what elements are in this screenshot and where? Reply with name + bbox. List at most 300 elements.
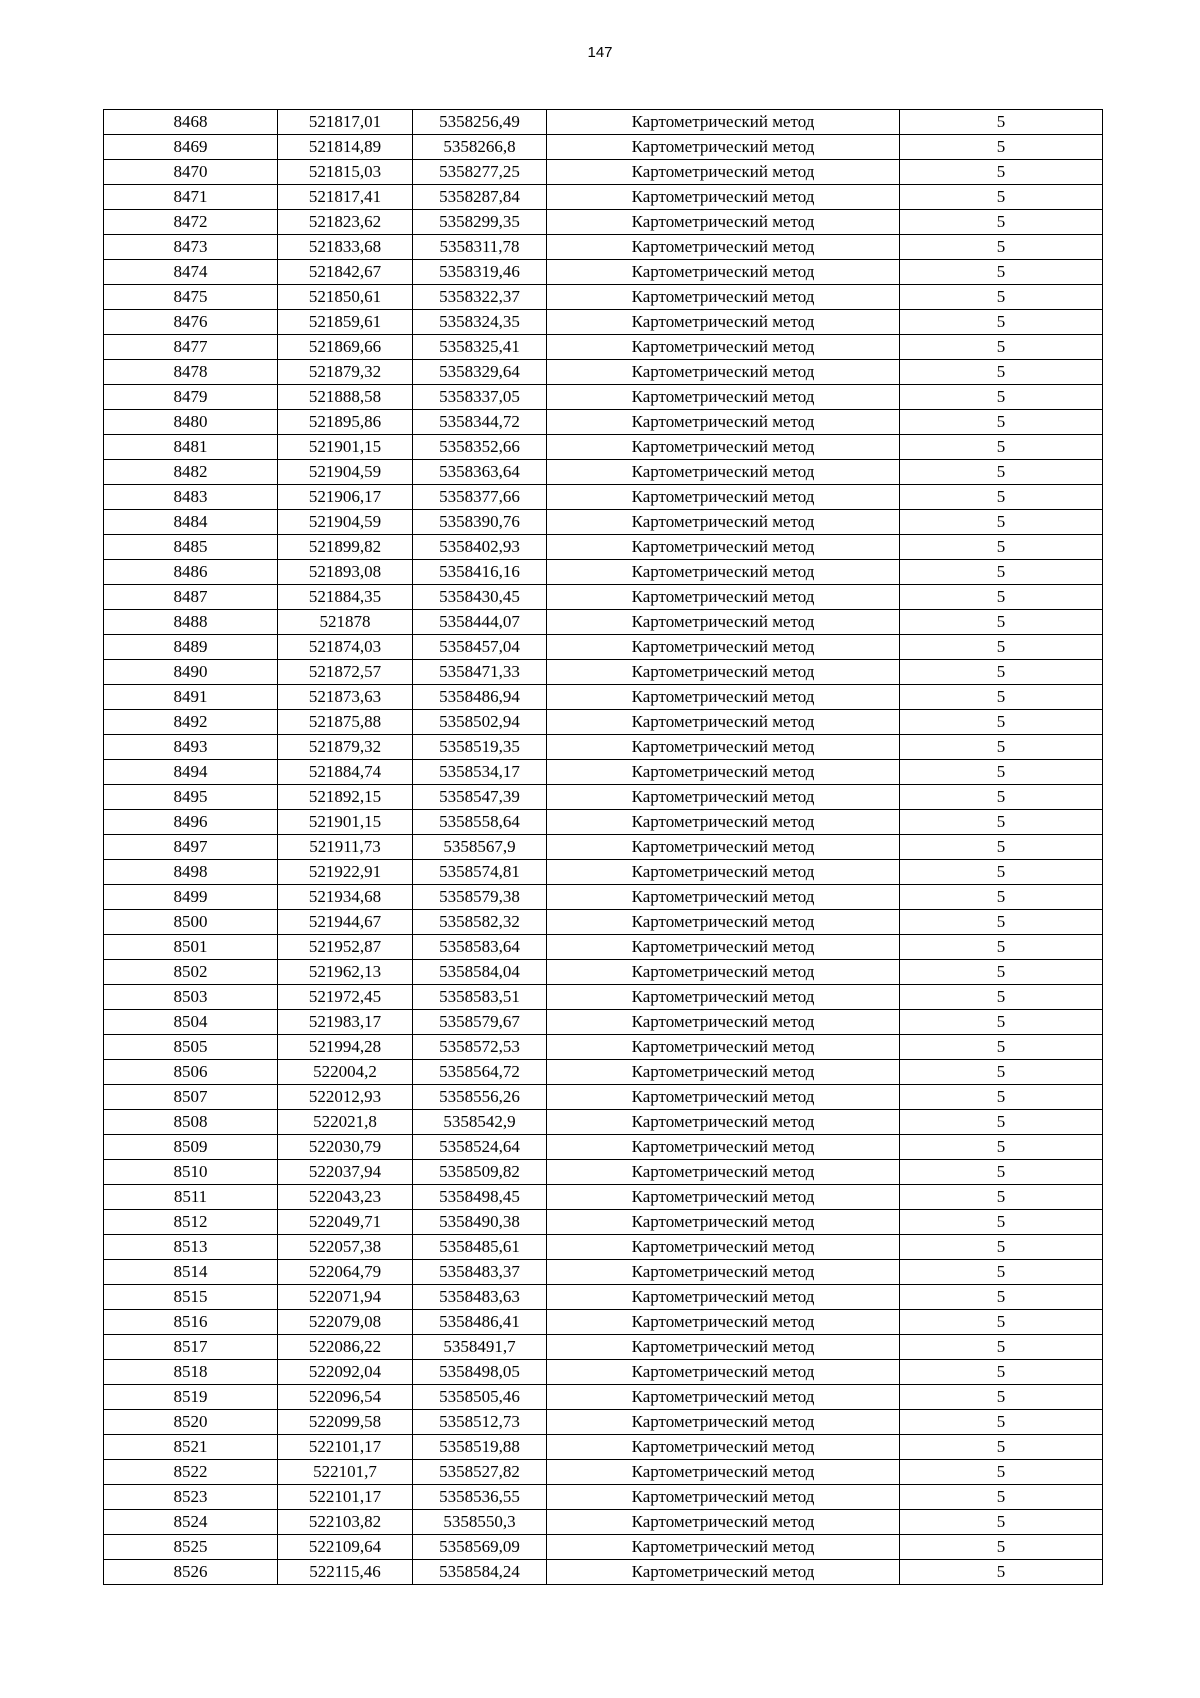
point-number-cell: 8481 <box>104 435 278 460</box>
x-coordinate-cell: 521817,01 <box>278 110 413 135</box>
point-number-cell: 8523 <box>104 1485 278 1510</box>
accuracy-cell: 5 <box>900 1535 1103 1560</box>
y-coordinate-cell: 5358444,07 <box>413 610 547 635</box>
x-coordinate-cell: 521884,74 <box>278 760 413 785</box>
table-row <box>104 1410 1103 1435</box>
point-number-cell: 8511 <box>104 1185 278 1210</box>
method-cell: Картометрический метод <box>547 1135 900 1160</box>
point-number-cell: 8518 <box>104 1360 278 1385</box>
method-cell: Картометрический метод <box>547 1260 900 1285</box>
x-coordinate-cell: 522049,71 <box>278 1210 413 1235</box>
x-coordinate-cell: 521952,87 <box>278 935 413 960</box>
point-number-cell: 8477 <box>104 335 278 360</box>
x-coordinate-cell: 521842,67 <box>278 260 413 285</box>
method-cell: Картометрический метод <box>547 635 900 660</box>
point-number-cell: 8492 <box>104 710 278 735</box>
table-row <box>104 535 1103 560</box>
accuracy-cell: 5 <box>900 785 1103 810</box>
accuracy-cell: 5 <box>900 1310 1103 1335</box>
y-coordinate-cell: 5358457,04 <box>413 635 547 660</box>
x-coordinate-cell: 522071,94 <box>278 1285 413 1310</box>
method-cell: Картометрический метод <box>547 835 900 860</box>
accuracy-cell: 5 <box>900 235 1103 260</box>
x-coordinate-cell: 521879,32 <box>278 735 413 760</box>
table-row <box>104 610 1103 635</box>
x-coordinate-cell: 521906,17 <box>278 485 413 510</box>
table-row <box>104 960 1103 985</box>
x-coordinate-cell: 521922,91 <box>278 860 413 885</box>
accuracy-cell: 5 <box>900 1510 1103 1535</box>
table-row <box>104 510 1103 535</box>
method-cell: Картометрический метод <box>547 585 900 610</box>
accuracy-cell: 5 <box>900 760 1103 785</box>
x-coordinate-cell: 522043,23 <box>278 1185 413 1210</box>
method-cell: Картометрический метод <box>547 435 900 460</box>
x-coordinate-cell: 521944,67 <box>278 910 413 935</box>
y-coordinate-cell: 5358325,41 <box>413 335 547 360</box>
x-coordinate-cell: 522079,08 <box>278 1310 413 1335</box>
accuracy-cell: 5 <box>900 910 1103 935</box>
table-row <box>104 360 1103 385</box>
method-cell: Картометрический метод <box>547 1510 900 1535</box>
accuracy-cell: 5 <box>900 985 1103 1010</box>
method-cell: Картометрический метод <box>547 260 900 285</box>
y-coordinate-cell: 5358352,66 <box>413 435 547 460</box>
x-coordinate-cell: 521911,73 <box>278 835 413 860</box>
y-coordinate-cell: 5358579,67 <box>413 1010 547 1035</box>
accuracy-cell: 5 <box>900 110 1103 135</box>
table-row <box>104 1085 1103 1110</box>
x-coordinate-cell: 521884,35 <box>278 585 413 610</box>
table-row <box>104 560 1103 585</box>
method-cell: Картометрический метод <box>547 710 900 735</box>
y-coordinate-cell: 5358277,25 <box>413 160 547 185</box>
x-coordinate-cell: 521904,59 <box>278 460 413 485</box>
method-cell: Картометрический метод <box>547 760 900 785</box>
y-coordinate-cell: 5358567,9 <box>413 835 547 860</box>
accuracy-cell: 5 <box>900 385 1103 410</box>
x-coordinate-cell: 521815,03 <box>278 160 413 185</box>
y-coordinate-cell: 5358416,16 <box>413 560 547 585</box>
point-number-cell: 8520 <box>104 1410 278 1435</box>
method-cell: Картометрический метод <box>547 485 900 510</box>
accuracy-cell: 5 <box>900 585 1103 610</box>
x-coordinate-cell: 521869,66 <box>278 335 413 360</box>
table-row <box>104 835 1103 860</box>
method-cell: Картометрический метод <box>547 1060 900 1085</box>
accuracy-cell: 5 <box>900 260 1103 285</box>
method-cell: Картометрический метод <box>547 1385 900 1410</box>
point-number-cell: 8499 <box>104 885 278 910</box>
accuracy-cell: 5 <box>900 1435 1103 1460</box>
accuracy-cell: 5 <box>900 1335 1103 1360</box>
table-row <box>104 385 1103 410</box>
table-row <box>104 260 1103 285</box>
x-coordinate-cell: 521823,62 <box>278 210 413 235</box>
point-number-cell: 8493 <box>104 735 278 760</box>
accuracy-cell: 5 <box>900 660 1103 685</box>
table-row <box>104 160 1103 185</box>
accuracy-cell: 5 <box>900 160 1103 185</box>
y-coordinate-cell: 5358486,94 <box>413 685 547 710</box>
x-coordinate-cell: 521972,45 <box>278 985 413 1010</box>
point-number-cell: 8526 <box>104 1560 278 1585</box>
table-row <box>104 1110 1103 1135</box>
table-row <box>104 1460 1103 1485</box>
method-cell: Картометрический метод <box>547 785 900 810</box>
accuracy-cell: 5 <box>900 335 1103 360</box>
accuracy-cell: 5 <box>900 285 1103 310</box>
point-number-cell: 8510 <box>104 1160 278 1185</box>
table-row <box>104 185 1103 210</box>
y-coordinate-cell: 5358574,81 <box>413 860 547 885</box>
table-row <box>104 310 1103 335</box>
y-coordinate-cell: 5358502,94 <box>413 710 547 735</box>
point-number-cell: 8515 <box>104 1285 278 1310</box>
point-number-cell: 8514 <box>104 1260 278 1285</box>
accuracy-cell: 5 <box>900 1110 1103 1135</box>
accuracy-cell: 5 <box>900 1560 1103 1585</box>
point-number-cell: 8525 <box>104 1535 278 1560</box>
accuracy-cell: 5 <box>900 935 1103 960</box>
method-cell: Картометрический метод <box>547 110 900 135</box>
y-coordinate-cell: 5358536,55 <box>413 1485 547 1510</box>
y-coordinate-cell: 5358324,35 <box>413 310 547 335</box>
accuracy-cell: 5 <box>900 135 1103 160</box>
x-coordinate-cell: 521879,32 <box>278 360 413 385</box>
page-number: 147 <box>587 44 613 61</box>
point-number-cell: 8517 <box>104 1335 278 1360</box>
y-coordinate-cell: 5358519,35 <box>413 735 547 760</box>
x-coordinate-cell: 522057,38 <box>278 1235 413 1260</box>
accuracy-cell: 5 <box>900 835 1103 860</box>
x-coordinate-cell: 521895,86 <box>278 410 413 435</box>
accuracy-cell: 5 <box>900 735 1103 760</box>
x-coordinate-cell: 521817,41 <box>278 185 413 210</box>
y-coordinate-cell: 5358564,72 <box>413 1060 547 1085</box>
point-number-cell: 8478 <box>104 360 278 385</box>
point-number-cell: 8505 <box>104 1035 278 1060</box>
table-row <box>104 410 1103 435</box>
method-cell: Картометрический метод <box>547 985 900 1010</box>
table-row <box>104 1535 1103 1560</box>
method-cell: Картометрический метод <box>547 660 900 685</box>
method-cell: Картометрический метод <box>547 210 900 235</box>
accuracy-cell: 5 <box>900 885 1103 910</box>
x-coordinate-cell: 522012,93 <box>278 1085 413 1110</box>
point-number-cell: 8501 <box>104 935 278 960</box>
y-coordinate-cell: 5358542,9 <box>413 1110 547 1135</box>
table-row <box>104 210 1103 235</box>
accuracy-cell: 5 <box>900 1085 1103 1110</box>
accuracy-cell: 5 <box>900 1485 1103 1510</box>
table-row <box>104 735 1103 760</box>
table-row <box>104 460 1103 485</box>
accuracy-cell: 5 <box>900 560 1103 585</box>
accuracy-cell: 5 <box>900 810 1103 835</box>
point-number-cell: 8468 <box>104 110 278 135</box>
table-row <box>104 660 1103 685</box>
accuracy-cell: 5 <box>900 1460 1103 1485</box>
x-coordinate-cell: 522099,58 <box>278 1410 413 1435</box>
method-cell: Картометрический метод <box>547 385 900 410</box>
y-coordinate-cell: 5358583,64 <box>413 935 547 960</box>
y-coordinate-cell: 5358486,41 <box>413 1310 547 1335</box>
table-row <box>104 485 1103 510</box>
x-coordinate-cell: 521893,08 <box>278 560 413 585</box>
table-row <box>104 1335 1103 1360</box>
point-number-cell: 8508 <box>104 1110 278 1135</box>
method-cell: Картометрический метод <box>547 1010 900 1035</box>
accuracy-cell: 5 <box>900 1160 1103 1185</box>
y-coordinate-cell: 5358584,04 <box>413 960 547 985</box>
table-row <box>104 635 1103 660</box>
y-coordinate-cell: 5358524,64 <box>413 1135 547 1160</box>
y-coordinate-cell: 5358512,73 <box>413 1410 547 1435</box>
point-number-cell: 8500 <box>104 910 278 935</box>
method-cell: Картометрический метод <box>547 935 900 960</box>
method-cell: Картометрический метод <box>547 860 900 885</box>
table-row <box>104 585 1103 610</box>
table-row <box>104 1035 1103 1060</box>
method-cell: Картометрический метод <box>547 1335 900 1360</box>
y-coordinate-cell: 5358583,51 <box>413 985 547 1010</box>
x-coordinate-cell: 521833,68 <box>278 235 413 260</box>
x-coordinate-cell: 522103,82 <box>278 1510 413 1535</box>
method-cell: Картометрический метод <box>547 960 900 985</box>
method-cell: Картометрический метод <box>547 810 900 835</box>
method-cell: Картометрический метод <box>547 285 900 310</box>
y-coordinate-cell: 5358390,76 <box>413 510 547 535</box>
point-number-cell: 8471 <box>104 185 278 210</box>
x-coordinate-cell: 522101,17 <box>278 1485 413 1510</box>
y-coordinate-cell: 5358491,7 <box>413 1335 547 1360</box>
accuracy-cell: 5 <box>900 635 1103 660</box>
accuracy-cell: 5 <box>900 710 1103 735</box>
x-coordinate-cell: 521874,03 <box>278 635 413 660</box>
point-number-cell: 8487 <box>104 585 278 610</box>
x-coordinate-cell: 521962,13 <box>278 960 413 985</box>
y-coordinate-cell: 5358299,35 <box>413 210 547 235</box>
y-coordinate-cell: 5358556,26 <box>413 1085 547 1110</box>
point-number-cell: 8472 <box>104 210 278 235</box>
y-coordinate-cell: 5358572,53 <box>413 1035 547 1060</box>
x-coordinate-cell: 521850,61 <box>278 285 413 310</box>
x-coordinate-cell: 521859,61 <box>278 310 413 335</box>
method-cell: Картометрический метод <box>547 1410 900 1435</box>
coordinates-table <box>103 109 1103 1585</box>
point-number-cell: 8489 <box>104 635 278 660</box>
method-cell: Картометрический метод <box>547 735 900 760</box>
accuracy-cell: 5 <box>900 535 1103 560</box>
table-row <box>104 760 1103 785</box>
y-coordinate-cell: 5358519,88 <box>413 1435 547 1460</box>
point-number-cell: 8507 <box>104 1085 278 1110</box>
table-row <box>104 110 1103 135</box>
point-number-cell: 8473 <box>104 235 278 260</box>
point-number-cell: 8480 <box>104 410 278 435</box>
method-cell: Картометрический метод <box>547 610 900 635</box>
accuracy-cell: 5 <box>900 1035 1103 1060</box>
y-coordinate-cell: 5358558,64 <box>413 810 547 835</box>
point-number-cell: 8495 <box>104 785 278 810</box>
accuracy-cell: 5 <box>900 610 1103 635</box>
point-number-cell: 8474 <box>104 260 278 285</box>
accuracy-cell: 5 <box>900 1210 1103 1235</box>
y-coordinate-cell: 5358547,39 <box>413 785 547 810</box>
table-row <box>104 1260 1103 1285</box>
method-cell: Картометрический метод <box>547 1185 900 1210</box>
method-cell: Картометрический метод <box>547 885 900 910</box>
table-row <box>104 685 1103 710</box>
accuracy-cell: 5 <box>900 1260 1103 1285</box>
accuracy-cell: 5 <box>900 960 1103 985</box>
table-row <box>104 1510 1103 1535</box>
y-coordinate-cell: 5358471,33 <box>413 660 547 685</box>
point-number-cell: 8516 <box>104 1310 278 1335</box>
accuracy-cell: 5 <box>900 360 1103 385</box>
table-row <box>104 985 1103 1010</box>
accuracy-cell: 5 <box>900 1385 1103 1410</box>
y-coordinate-cell: 5358505,46 <box>413 1385 547 1410</box>
accuracy-cell: 5 <box>900 685 1103 710</box>
method-cell: Картометрический метод <box>547 135 900 160</box>
point-number-cell: 8498 <box>104 860 278 885</box>
y-coordinate-cell: 5358329,64 <box>413 360 547 385</box>
y-coordinate-cell: 5358584,24 <box>413 1560 547 1585</box>
table-row <box>104 285 1103 310</box>
x-coordinate-cell: 521875,88 <box>278 710 413 735</box>
table-row <box>104 710 1103 735</box>
x-coordinate-cell: 522004,2 <box>278 1060 413 1085</box>
y-coordinate-cell: 5358311,78 <box>413 235 547 260</box>
y-coordinate-cell: 5358509,82 <box>413 1160 547 1185</box>
method-cell: Картометрический метод <box>547 235 900 260</box>
point-number-cell: 8482 <box>104 460 278 485</box>
accuracy-cell: 5 <box>900 1285 1103 1310</box>
point-number-cell: 8509 <box>104 1135 278 1160</box>
y-coordinate-cell: 5358402,93 <box>413 535 547 560</box>
method-cell: Картометрический метод <box>547 1285 900 1310</box>
point-number-cell: 8521 <box>104 1435 278 1460</box>
table-row <box>104 785 1103 810</box>
table-row <box>104 935 1103 960</box>
table-body <box>104 110 1103 1585</box>
point-number-cell: 8519 <box>104 1385 278 1410</box>
point-number-cell: 8512 <box>104 1210 278 1235</box>
point-number-cell: 8522 <box>104 1460 278 1485</box>
accuracy-cell: 5 <box>900 510 1103 535</box>
point-number-cell: 8475 <box>104 285 278 310</box>
x-coordinate-cell: 522092,04 <box>278 1360 413 1385</box>
method-cell: Картометрический метод <box>547 1035 900 1060</box>
y-coordinate-cell: 5358579,38 <box>413 885 547 910</box>
x-coordinate-cell: 522030,79 <box>278 1135 413 1160</box>
y-coordinate-cell: 5358322,37 <box>413 285 547 310</box>
y-coordinate-cell: 5358377,66 <box>413 485 547 510</box>
method-cell: Картометрический метод <box>547 560 900 585</box>
method-cell: Картометрический метод <box>547 1085 900 1110</box>
point-number-cell: 8491 <box>104 685 278 710</box>
table-row <box>104 1235 1103 1260</box>
accuracy-cell: 5 <box>900 1060 1103 1085</box>
y-coordinate-cell: 5358485,61 <box>413 1235 547 1260</box>
x-coordinate-cell: 521983,17 <box>278 1010 413 1035</box>
accuracy-cell: 5 <box>900 310 1103 335</box>
table-row <box>104 885 1103 910</box>
x-coordinate-cell: 521814,89 <box>278 135 413 160</box>
point-number-cell: 8497 <box>104 835 278 860</box>
y-coordinate-cell: 5358287,84 <box>413 185 547 210</box>
x-coordinate-cell: 522096,54 <box>278 1385 413 1410</box>
table-row <box>104 235 1103 260</box>
x-coordinate-cell: 521934,68 <box>278 885 413 910</box>
x-coordinate-cell: 521892,15 <box>278 785 413 810</box>
method-cell: Картометрический метод <box>547 910 900 935</box>
method-cell: Картометрический метод <box>547 360 900 385</box>
y-coordinate-cell: 5358569,09 <box>413 1535 547 1560</box>
accuracy-cell: 5 <box>900 410 1103 435</box>
method-cell: Картометрический метод <box>547 1535 900 1560</box>
accuracy-cell: 5 <box>900 185 1103 210</box>
x-coordinate-cell: 522109,64 <box>278 1535 413 1560</box>
method-cell: Картометрический метод <box>547 1235 900 1260</box>
table-row <box>104 1360 1103 1385</box>
table-row <box>104 1560 1103 1585</box>
method-cell: Картометрический метод <box>547 410 900 435</box>
method-cell: Картометрический метод <box>547 1210 900 1235</box>
point-number-cell: 8486 <box>104 560 278 585</box>
method-cell: Картометрический метод <box>547 335 900 360</box>
table-row <box>104 860 1103 885</box>
accuracy-cell: 5 <box>900 1135 1103 1160</box>
method-cell: Картометрический метод <box>547 535 900 560</box>
table-row <box>104 910 1103 935</box>
y-coordinate-cell: 5358344,72 <box>413 410 547 435</box>
y-coordinate-cell: 5358363,64 <box>413 460 547 485</box>
accuracy-cell: 5 <box>900 460 1103 485</box>
point-number-cell: 8484 <box>104 510 278 535</box>
point-number-cell: 8503 <box>104 985 278 1010</box>
y-coordinate-cell: 5358430,45 <box>413 585 547 610</box>
y-coordinate-cell: 5358256,49 <box>413 110 547 135</box>
accuracy-cell: 5 <box>900 1235 1103 1260</box>
point-number-cell: 8476 <box>104 310 278 335</box>
y-coordinate-cell: 5358527,82 <box>413 1460 547 1485</box>
table-row <box>104 435 1103 460</box>
method-cell: Картометрический метод <box>547 185 900 210</box>
point-number-cell: 8496 <box>104 810 278 835</box>
table-row <box>104 1385 1103 1410</box>
y-coordinate-cell: 5358498,45 <box>413 1185 547 1210</box>
method-cell: Картометрический метод <box>547 1460 900 1485</box>
point-number-cell: 8502 <box>104 960 278 985</box>
point-number-cell: 8488 <box>104 610 278 635</box>
x-coordinate-cell: 521901,15 <box>278 810 413 835</box>
y-coordinate-cell: 5358498,05 <box>413 1360 547 1385</box>
accuracy-cell: 5 <box>900 1360 1103 1385</box>
table-row <box>104 1285 1103 1310</box>
method-cell: Картометрический метод <box>547 1160 900 1185</box>
x-coordinate-cell: 521994,28 <box>278 1035 413 1060</box>
accuracy-cell: 5 <box>900 1185 1103 1210</box>
table-row <box>104 1435 1103 1460</box>
table-row <box>104 1135 1103 1160</box>
x-coordinate-cell: 522115,46 <box>278 1560 413 1585</box>
method-cell: Картометрический метод <box>547 310 900 335</box>
y-coordinate-cell: 5358490,38 <box>413 1210 547 1235</box>
x-coordinate-cell: 522037,94 <box>278 1160 413 1185</box>
